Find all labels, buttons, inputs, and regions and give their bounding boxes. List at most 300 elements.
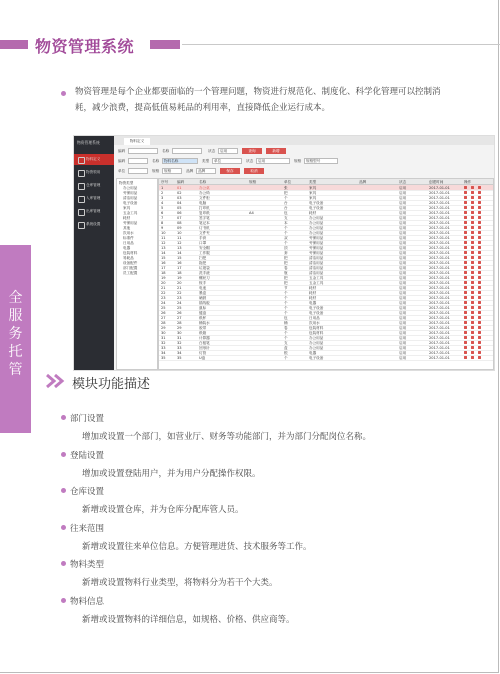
- table-cell: 个: [284, 225, 288, 230]
- table-cell: 2017-01-01: [429, 255, 450, 260]
- tree-node: 物资类型: [119, 181, 134, 185]
- row-action-icon: [464, 261, 467, 264]
- row-action-icon: [478, 256, 481, 259]
- table-cell: 硒鼓: [199, 295, 207, 300]
- table-cell: 垃圾袋: [199, 265, 210, 270]
- row-action-icon: [464, 331, 467, 334]
- table-cell: 电子设备: [309, 305, 324, 310]
- row-action-icon: [464, 266, 467, 269]
- row-action-icon: [478, 211, 481, 214]
- filter-row-2: [116, 158, 492, 165]
- table-cell: 办公用品: [309, 220, 324, 225]
- header-rule: [182, 44, 500, 45]
- table-cell: 启用: [399, 215, 407, 220]
- table-cell: 回形针: [199, 345, 210, 350]
- table-cell: 15: [177, 255, 182, 260]
- feature-title: 物料类型: [70, 560, 105, 570]
- table-cell: 27: [177, 315, 182, 320]
- screenshot-tabbar: [114, 136, 494, 145]
- table-cell: 2017-01-01: [429, 350, 450, 355]
- row-action-icon: [464, 346, 467, 349]
- table-cell: 2017-01-01: [429, 245, 450, 250]
- row-action-icon: [464, 341, 467, 344]
- table-cell: 23: [177, 295, 182, 300]
- tree-node: 劳保用品: [123, 221, 138, 225]
- table-cell: 个: [284, 310, 288, 315]
- table-cell: 启用: [399, 195, 407, 200]
- row-action-icon: [471, 261, 474, 264]
- table-cell: 启用: [399, 300, 407, 305]
- screenshot-query-button: 查询: [242, 148, 262, 154]
- table-cell: 包装材料: [309, 325, 324, 330]
- screenshot-save-button: 保存: [220, 168, 240, 174]
- row-action-icon: [478, 286, 481, 289]
- table-cell: 2017-01-01: [429, 270, 450, 275]
- table-cell: 纸杯: [199, 315, 207, 320]
- row-action-icon: [478, 261, 481, 264]
- tree-node: 标准件: [123, 236, 134, 240]
- table-cell: 13: [161, 245, 166, 250]
- table-cell: 20: [177, 280, 182, 285]
- row-action-icon: [471, 266, 474, 269]
- table-cell: 02: [177, 190, 182, 195]
- row-action-icon: [464, 251, 467, 254]
- screenshot-main: [114, 136, 494, 370]
- screenshot-sidebar-item: [74, 167, 114, 178]
- tree-node: 日用品: [123, 241, 134, 245]
- table-cell: 启用: [399, 305, 407, 310]
- table-cell: 启用: [399, 325, 407, 330]
- row-action-icon: [478, 191, 481, 194]
- row-action-icon: [464, 236, 467, 239]
- table-cell: 办公用品: [309, 340, 324, 345]
- table-cell: 28: [161, 320, 166, 325]
- table-cell: 个: [284, 195, 288, 200]
- table-cell: 34: [161, 350, 166, 355]
- row-action-icon: [478, 241, 481, 244]
- side-tab-char: 务: [8, 326, 23, 342]
- filter-label: 名称: [152, 159, 160, 163]
- table-cell: 安全帽: [199, 245, 210, 250]
- table-cell: 清洁用品: [309, 260, 324, 265]
- row-action-icon: [464, 286, 467, 289]
- page-title: 物资管理系统: [35, 37, 135, 56]
- filter-label: 品牌: [186, 169, 194, 173]
- table-cell: 个: [284, 240, 288, 245]
- feature-description: 新增或设置仓库，并为仓库分配库管人员。: [82, 505, 244, 515]
- filter-row-1: [116, 148, 492, 155]
- table-cell: 启用: [399, 225, 407, 230]
- table-cell: 启用: [399, 315, 407, 320]
- row-action-icon: [464, 336, 467, 339]
- table-cell: 扫把: [199, 255, 207, 260]
- table-cell: 办公用品: [309, 230, 324, 235]
- row-action-icon: [478, 296, 481, 299]
- table-cell: 启用: [399, 200, 407, 205]
- row-action-icon: [471, 351, 474, 354]
- table-cell: 本: [284, 220, 288, 225]
- table-cell: 23: [161, 295, 166, 300]
- tree-node: 清洁用品: [123, 196, 138, 200]
- table-cell: 办公用品: [309, 335, 324, 340]
- table-cell: 2017-01-01: [429, 240, 450, 245]
- table-cell: 办公用品: [309, 215, 324, 220]
- screenshot-tree: [116, 178, 158, 370]
- table-cell: 个: [284, 355, 288, 360]
- tree-node: 电器: [123, 246, 131, 250]
- screenshot-sidebar-item: [74, 193, 114, 204]
- tree-node: 其他: [123, 226, 131, 230]
- table-cell: 32: [161, 340, 166, 345]
- table-cell: U盘: [199, 355, 206, 360]
- grid-header-cell: 类型: [309, 179, 317, 184]
- row-action-icon: [478, 316, 481, 319]
- row-action-icon: [478, 336, 481, 339]
- table-cell: 24: [177, 300, 182, 305]
- table-cell: 套: [284, 250, 288, 255]
- table-cell: 耗材: [309, 295, 317, 300]
- table-cell: 把: [284, 260, 288, 265]
- table-cell: 18: [161, 270, 166, 275]
- table-cell: 把: [284, 255, 288, 260]
- tree-node: 耗材: [123, 216, 131, 220]
- screenshot-sidebar-label: 出库管理: [86, 209, 101, 213]
- table-cell: 16: [177, 260, 182, 265]
- table-cell: 启用: [399, 270, 407, 275]
- row-action-icon: [464, 211, 467, 214]
- tree-node: 五金工具: [123, 211, 138, 215]
- table-cell: 包装材料: [309, 330, 324, 335]
- feature-description: 增加或设置登陆用户，并为用户分配操作权限。: [82, 468, 261, 479]
- row-action-icon: [471, 336, 474, 339]
- row-action-icon: [471, 311, 474, 314]
- table-cell: 17: [161, 265, 166, 270]
- table-cell: 6: [161, 210, 164, 215]
- bullet-icon: [61, 488, 66, 493]
- screenshot-grid: [158, 178, 494, 370]
- table-cell: 启用: [399, 280, 407, 285]
- table-cell: 拖把: [199, 260, 207, 265]
- tree-node: 设备配件: [123, 261, 138, 265]
- row-action-icon: [464, 216, 467, 219]
- bullet-icon: [61, 452, 66, 457]
- grid-header-cell: 单位: [284, 179, 292, 184]
- table-cell: 双: [284, 235, 288, 240]
- table-cell: 卷: [284, 265, 288, 270]
- screenshot-sidebar-label: 系统设置: [86, 222, 101, 226]
- tree-node: 电子设备: [123, 201, 138, 205]
- table-cell: 22: [161, 290, 166, 295]
- filter-label: 状态: [208, 149, 216, 153]
- row-action-icon: [464, 301, 467, 304]
- table-cell: 个: [284, 300, 288, 305]
- row-action-icon: [471, 241, 474, 244]
- table-cell: 2017-01-01: [429, 305, 450, 310]
- table-cell: 劳保用品: [309, 250, 324, 255]
- feature-title: 仓库设置: [70, 487, 105, 497]
- table-cell: 白板笔: [199, 340, 210, 345]
- filter-label: 名称: [162, 149, 170, 153]
- table-cell: 办公桌: [199, 185, 210, 190]
- table-cell: 桶: [284, 320, 288, 325]
- grid-header-cell: 操作: [464, 179, 472, 184]
- row-action-icon: [478, 251, 481, 254]
- table-cell: 复印纸: [199, 210, 210, 215]
- table-cell: 耗材: [309, 285, 317, 290]
- screenshot-sidebar-item: [74, 206, 114, 217]
- row-action-icon: [478, 306, 481, 309]
- feature-title: 登陆设置: [70, 450, 105, 461]
- table-cell: 33: [161, 345, 166, 350]
- table-cell: 19: [177, 275, 182, 280]
- grid-header-cell: 编码: [177, 179, 185, 184]
- tree-node: 劳保用品: [123, 191, 138, 195]
- filter-input: [128, 158, 148, 164]
- table-cell: 2017-01-01: [429, 345, 450, 350]
- table-cell: 35: [161, 355, 166, 360]
- side-tab-char: 管: [8, 362, 23, 378]
- tree-node: 易耗品: [123, 256, 134, 260]
- row-action-icon: [471, 276, 474, 279]
- row-action-icon: [464, 351, 467, 354]
- table-cell: 螺丝刀: [199, 275, 210, 280]
- row-action-icon: [464, 326, 467, 329]
- table-cell: 桶装水: [199, 320, 210, 325]
- table-cell: 办公用品: [309, 345, 324, 350]
- table-cell: 启用: [399, 205, 407, 210]
- row-action-icon: [464, 316, 467, 319]
- bullet-icon: [61, 91, 66, 96]
- table-cell: 14: [161, 250, 166, 255]
- table-cell: 2017-01-01: [429, 280, 450, 285]
- row-action-icon: [471, 321, 474, 324]
- filter-label: 编码: [118, 159, 126, 163]
- table-cell: 18: [177, 270, 182, 275]
- table-cell: 03: [177, 195, 182, 200]
- table-cell: 1: [161, 185, 164, 190]
- table-cell: 电子设备: [309, 205, 324, 210]
- table-cell: 启用: [399, 320, 407, 325]
- table-cell: 05: [177, 205, 182, 210]
- grid-header-cell: 品牌: [359, 179, 367, 184]
- screenshot-sidebar-item: [74, 219, 114, 230]
- table-cell: 31: [177, 335, 182, 340]
- row-action-icon: [464, 256, 467, 259]
- row-action-icon: [464, 271, 467, 274]
- table-cell: 30: [161, 330, 166, 335]
- row-action-icon: [471, 331, 474, 334]
- table-cell: 启用: [399, 210, 407, 215]
- table-cell: 耗材: [309, 210, 317, 215]
- table-cell: 电脑: [199, 200, 207, 205]
- table-cell: 鼠标: [199, 305, 207, 310]
- row-action-icon: [478, 301, 481, 304]
- row-action-icon: [471, 291, 474, 294]
- table-cell: 09: [177, 225, 182, 230]
- table-cell: 扳手: [199, 280, 207, 285]
- screenshot-add-button: 新增: [266, 148, 286, 154]
- table-cell: 2017-01-01: [429, 310, 450, 315]
- filter-select: 启用: [218, 148, 238, 154]
- table-cell: 33: [177, 345, 182, 350]
- table-cell: 墨盒: [199, 290, 207, 295]
- table-cell: 电器: [309, 300, 317, 305]
- table-cell: 启用: [399, 295, 407, 300]
- table-cell: 2017-01-01: [429, 355, 450, 360]
- table-cell: 2017-01-01: [429, 190, 450, 195]
- row-action-icon: [471, 201, 474, 204]
- row-action-icon: [471, 271, 474, 274]
- table-cell: 电器: [309, 350, 317, 355]
- screenshot-cancel-button: 取消: [244, 168, 264, 174]
- grid-header-cell: 规格: [249, 179, 257, 184]
- row-action-icon: [478, 346, 481, 349]
- table-cell: 启用: [399, 285, 407, 290]
- table-cell: 电子设备: [309, 355, 324, 360]
- filter-label: 单位: [118, 169, 126, 173]
- tree-node: 员工配置: [123, 271, 138, 275]
- bullet-icon: [61, 561, 66, 566]
- table-cell: 家具: [309, 195, 317, 200]
- table-cell: 文件夹: [199, 230, 210, 235]
- table-cell: 劳保用品: [309, 245, 324, 250]
- table-cell: 支: [284, 215, 288, 220]
- header-bar-right: [150, 40, 180, 49]
- side-tab-char: 全: [8, 290, 23, 306]
- table-cell: 01: [177, 185, 182, 190]
- row-action-icon: [464, 356, 467, 359]
- menu-icon: [78, 170, 85, 177]
- filter-input: 品牌: [196, 168, 216, 174]
- menu-icon: [78, 183, 85, 190]
- table-cell: 2017-01-01: [429, 235, 450, 240]
- intro-text: 物资管理是每个企业都要面临的一个管理问题，物资进行规范化、制度化、科学化管理可以控制消耗，减少浪费，提高低值易耗品的利用率，直接降低企业运行成本。: [75, 87, 441, 113]
- filter-row-3: [116, 168, 492, 175]
- table-cell: 2017-01-01: [429, 220, 450, 225]
- feature-description: 新增或设置往来单位信息。方便管理进货、技术服务等工作。: [82, 541, 312, 552]
- table-cell: 五金工具: [309, 275, 324, 280]
- table-cell: 台: [284, 205, 288, 210]
- side-tab-char: 托: [8, 344, 23, 360]
- table-cell: 2017-01-01: [429, 185, 450, 190]
- table-cell: 工作服: [199, 250, 210, 255]
- table-cell: 31: [161, 335, 166, 340]
- feature-description: 新增或设置物料行业类型，将物料分为若干个大类。: [82, 578, 278, 588]
- table-cell: 启用: [399, 340, 407, 345]
- screenshot-sidebar: [74, 136, 114, 370]
- screenshot-logo: 物资管理系统: [77, 140, 100, 145]
- feature-title: 物料信息: [70, 596, 105, 607]
- table-cell: 2017-01-01: [429, 230, 450, 235]
- table-cell: 3: [161, 195, 164, 200]
- feature-title: 往来范围: [70, 523, 105, 534]
- row-action-icon: [471, 356, 474, 359]
- filter-label: 类型: [202, 159, 210, 163]
- table-cell: 个: [284, 230, 288, 235]
- table-cell: 17: [177, 265, 182, 270]
- table-cell: 启用: [399, 240, 407, 245]
- table-cell: 20: [161, 280, 166, 285]
- menu-icon: [78, 196, 85, 203]
- table-cell: 12: [161, 240, 166, 245]
- table-cell: 12: [177, 240, 182, 245]
- row-action-icon: [478, 201, 481, 204]
- table-cell: 计算器: [199, 335, 210, 340]
- row-action-icon: [478, 226, 481, 229]
- row-action-icon: [464, 321, 467, 324]
- row-action-icon: [478, 271, 481, 274]
- table-cell: 10: [177, 230, 182, 235]
- table-cell: 08: [177, 220, 182, 225]
- table-cell: 电池: [199, 285, 207, 290]
- table-cell: 2017-01-01: [429, 335, 450, 340]
- table-cell: 22: [177, 290, 182, 295]
- table-cell: 家具: [309, 185, 317, 190]
- row-action-icon: [464, 276, 467, 279]
- table-cell: 启用: [399, 265, 407, 270]
- table-cell: 清洁用品: [309, 265, 324, 270]
- table-cell: 27: [161, 315, 166, 320]
- row-action-icon: [478, 351, 481, 354]
- row-action-icon: [471, 341, 474, 344]
- row-action-icon: [471, 256, 474, 259]
- bullet-icon: [61, 415, 66, 420]
- row-action-icon: [478, 206, 481, 209]
- table-cell: 启用: [399, 185, 407, 190]
- table-cell: 11: [177, 235, 182, 240]
- side-tab: [0, 245, 31, 433]
- table-cell: 04: [177, 200, 182, 205]
- table-cell: 24: [161, 300, 166, 305]
- table-cell: 启用: [399, 190, 407, 195]
- grid-header-cell: 名称: [199, 179, 207, 184]
- row-action-icon: [464, 241, 467, 244]
- filter-label: 规格: [294, 159, 302, 163]
- table-cell: 启用: [399, 355, 407, 360]
- row-action-icon: [464, 206, 467, 209]
- row-action-icon: [471, 296, 474, 299]
- table-cell: 签字笔: [199, 215, 210, 220]
- table-cell: 10: [161, 230, 166, 235]
- table-cell: 06: [177, 210, 182, 215]
- table-cell: 2: [161, 190, 164, 195]
- table-cell: 把: [284, 190, 288, 195]
- table-cell: 14: [177, 250, 182, 255]
- table-cell: 个: [284, 290, 288, 295]
- row-action-icon: [478, 331, 481, 334]
- row-action-icon: [471, 346, 474, 349]
- table-cell: 节: [284, 285, 288, 290]
- row-action-icon: [464, 221, 467, 224]
- row-action-icon: [471, 301, 474, 304]
- table-cell: 2017-01-01: [429, 315, 450, 320]
- table-cell: 家具: [309, 190, 317, 195]
- table-cell: 2017-01-01: [429, 260, 450, 265]
- table-cell: 支: [284, 340, 288, 345]
- table-cell: 启用: [399, 245, 407, 250]
- tree-node: 部门配置: [123, 266, 138, 270]
- table-cell: 2017-01-01: [429, 295, 450, 300]
- table-cell: 26: [161, 310, 166, 315]
- table-cell: 2017-01-01: [429, 250, 450, 255]
- table-cell: A4: [249, 210, 254, 215]
- row-action-icon: [478, 341, 481, 344]
- table-cell: 2017-01-01: [429, 265, 450, 270]
- table-cell: 张: [284, 185, 288, 190]
- table-cell: 劳保用品: [309, 235, 324, 240]
- feature-description: 增加或设置一个部门，如营业厅、财务等功能部门，并为部门分配岗位名称。: [82, 432, 372, 442]
- row-action-icon: [478, 326, 481, 329]
